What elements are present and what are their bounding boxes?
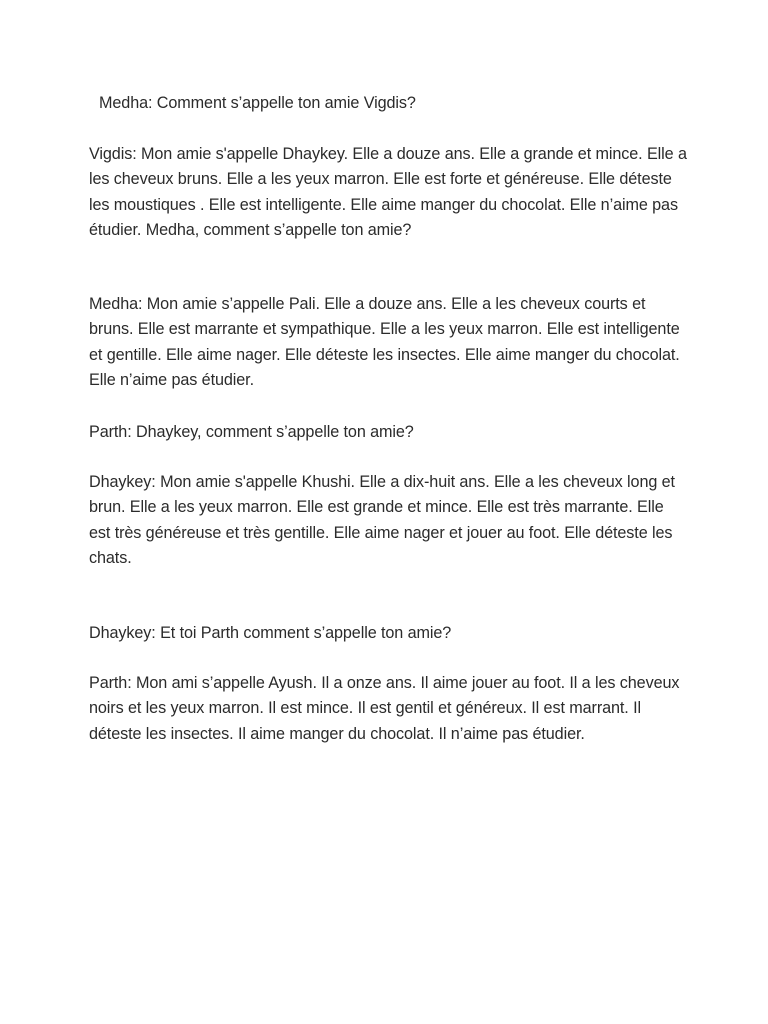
paragraph-dhaykey-answer: Dhaykey: Mon amie s'appelle Khushi. Elle a dix-huit ans. Elle a les cheveux long et brun. Elle a les yeux marron. Elle est grande et mince. Elle est très marrante. Elle est très généreuse et très gentille. Elle aime nager et jouer au foot. Elle déteste les chats. xyxy=(89,473,675,568)
paragraph-vigdis-answer: Vigdis: Mon amie s'appelle Dhaykey. Elle a douze ans. Elle a grande et mince. Elle a les cheveux bruns. Elle a les yeux marron. Elle est forte et généreuse. Elle déteste les moustiques . Elle est intelligente. Elle aime manger du chocolat. Elle n’aime pas étudier. Medha, comment s’appelle ton amie? xyxy=(89,145,687,240)
paragraph-parth-answer: Parth: Mon ami s’appelle Ayush. Il a onze ans. Il aime jouer au foot. Il a les cheveux noirs et les yeux marron. Il est mince. Il est gentil et généreux. Il est marrant. Il déteste les insectes. Il aime manger du chocolat. Il n’aime pas étudier. xyxy=(89,674,680,743)
paragraph-medha-answer: Medha: Mon amie s’appelle Pali. Elle a douze ans. Elle a les cheveux courts et bruns. Elle est marrante et sympathique. Elle a les yeux marron. Elle est intelligente et gentille. Elle aime nager. Elle déteste les insectes. Elle aime manger du chocolat. Elle n’aime pas étudier. xyxy=(89,295,680,390)
paragraph-medha-question: Medha: Comment s’appelle ton amie Vigdis? xyxy=(99,94,416,112)
paragraph-parth-question: Parth: Dhaykey, comment s’appelle ton amie? xyxy=(89,423,414,441)
paragraph-dhaykey-question: Dhaykey: Et toi Parth comment s’appelle ton amie? xyxy=(89,624,452,642)
